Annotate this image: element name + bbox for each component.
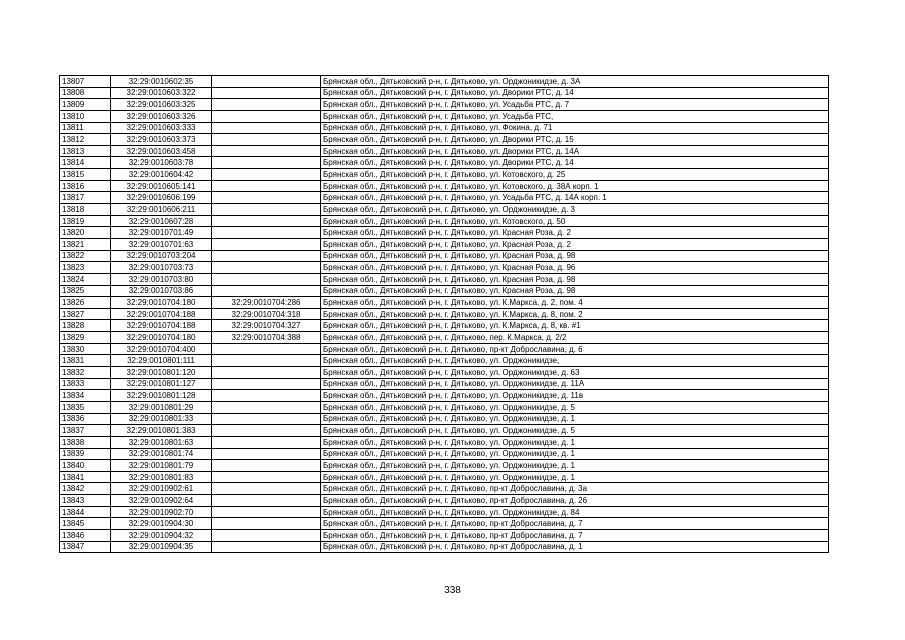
table-row xyxy=(60,285,829,297)
related-cadastral-number-cell xyxy=(212,343,321,355)
cadastral-number-cell: 32:29:0010801:29 xyxy=(111,401,212,413)
address-cell: Брянская обл., Дятьковский р-н, г. Дятьково, ул. Орджоникидзе, д. 63 xyxy=(321,367,829,379)
cadastral-number-cell: 32:29:0010603:458 xyxy=(111,145,212,157)
row-number-cell: 13818 xyxy=(60,204,111,216)
row-number-cell: 13825 xyxy=(60,285,111,297)
address-cell: Брянская обл., Дятьковский р-н, г. Дятьково, ул. Красная Роза, д. 96 xyxy=(321,262,829,274)
row-number-cell: 13846 xyxy=(60,529,111,541)
related-cadastral-number-cell xyxy=(212,506,321,518)
cadastral-number-cell: 32:29:0010704:188 xyxy=(111,308,212,320)
address-cell: Брянская обл., Дятьковский р-н, г. Дятьково, ул. Орджоникидзе, д. 11А xyxy=(321,378,829,390)
row-number-cell: 13832 xyxy=(60,367,111,379)
related-cadastral-number-cell: 32:29:0010704:327 xyxy=(212,320,321,332)
cadastral-number-cell: 32:29:0010701:63 xyxy=(111,238,212,250)
table-row xyxy=(60,413,829,425)
table-row xyxy=(60,204,829,216)
related-cadastral-number-cell xyxy=(212,215,321,227)
address-cell: Брянская обл., Дятьковский р-н, г. Дятьково, пр-кт Доброславина, д. 1 xyxy=(321,541,829,553)
cadastral-number-cell: 32:29:0010605:141 xyxy=(111,180,212,192)
table-row xyxy=(60,495,829,507)
address-cell: Брянская обл., Дятьковский р-н, г. Дятьково, ул. Дворики РТС, д. 14А xyxy=(321,145,829,157)
cadastral-number-cell: 32:29:0010701:49 xyxy=(111,227,212,239)
table-row xyxy=(60,378,829,390)
table-row xyxy=(60,367,829,379)
related-cadastral-number-cell xyxy=(212,192,321,204)
table-row xyxy=(60,215,829,227)
cadastral-number-cell: 32:29:0010801:63 xyxy=(111,436,212,448)
row-number-cell: 13834 xyxy=(60,390,111,402)
address-cell: Брянская обл., Дятьковский р-н, г. Дятьково, ул. Орджоникидзе, д. 84 xyxy=(321,506,829,518)
table-row xyxy=(60,192,829,204)
address-cell: Брянская обл., Дятьковский р-н, г. Дятьково, ул. Орджоникидзе, xyxy=(321,355,829,367)
table-row xyxy=(60,541,829,553)
related-cadastral-number-cell xyxy=(212,518,321,530)
row-number-cell: 13814 xyxy=(60,157,111,169)
row-number-cell: 13833 xyxy=(60,378,111,390)
cadastral-number-cell: 32:29:0010703:204 xyxy=(111,250,212,262)
row-number-cell: 13815 xyxy=(60,169,111,181)
address-cell: Брянская обл., Дятьковский р-н, г. Дятьково, ул. Дворики РТС, д. 14 xyxy=(321,87,829,99)
related-cadastral-number-cell xyxy=(212,367,321,379)
table-row xyxy=(60,297,829,309)
related-cadastral-number-cell xyxy=(212,495,321,507)
table-row xyxy=(60,332,829,344)
table-row xyxy=(60,262,829,274)
related-cadastral-number-cell xyxy=(212,436,321,448)
row-number-cell: 13835 xyxy=(60,401,111,413)
row-number-cell: 13837 xyxy=(60,425,111,437)
address-cell: Брянская обл., Дятьковский р-н, г. Дятьково, пр-кт Доброславина, д. 7 xyxy=(321,529,829,541)
cadastral-number-cell: 32:29:0010703:86 xyxy=(111,285,212,297)
registry-table xyxy=(59,75,829,553)
related-cadastral-number-cell xyxy=(212,99,321,111)
related-cadastral-number-cell xyxy=(212,390,321,402)
address-cell: Брянская обл., Дятьковский р-н, г. Дятьково, ул. Орджоникидзе, д. 3 xyxy=(321,204,829,216)
address-cell: Брянская обл., Дятьковский р-н, г. Дятьково, ул. Котовского, д. 38А корп. 1 xyxy=(321,180,829,192)
cadastral-number-cell: 32:29:0010902:64 xyxy=(111,495,212,507)
table-row xyxy=(60,308,829,320)
table-row xyxy=(60,110,829,122)
row-number-cell: 13839 xyxy=(60,448,111,460)
row-number-cell: 13810 xyxy=(60,110,111,122)
related-cadastral-number-cell xyxy=(212,262,321,274)
related-cadastral-number-cell xyxy=(212,413,321,425)
address-cell: Брянская обл., Дятьковский р-н, г. Дятьково, ул. Котовского, д. 25 xyxy=(321,169,829,181)
related-cadastral-number-cell xyxy=(212,227,321,239)
cadastral-number-cell: 32:29:0010602:35 xyxy=(111,76,212,88)
row-number-cell: 13843 xyxy=(60,495,111,507)
table-row xyxy=(60,180,829,192)
table-row xyxy=(60,145,829,157)
table-row xyxy=(60,227,829,239)
row-number-cell: 13827 xyxy=(60,308,111,320)
cadastral-number-cell: 32:29:0010603:333 xyxy=(111,122,212,134)
table-row xyxy=(60,401,829,413)
address-cell: Брянская обл., Дятьковский р-н, г. Дятьково, ул. Орджоникидзе, д. 5 xyxy=(321,425,829,437)
related-cadastral-number-cell xyxy=(212,471,321,483)
cadastral-number-cell: 32:29:0010704:188 xyxy=(111,320,212,332)
table-row xyxy=(60,448,829,460)
table-row xyxy=(60,134,829,146)
cadastral-number-cell: 32:29:0010801:127 xyxy=(111,378,212,390)
address-cell: Брянская обл., Дятьковский р-н, г. Дятьково, ул. Красная Роза, д. 98 xyxy=(321,250,829,262)
related-cadastral-number-cell xyxy=(212,204,321,216)
table-row xyxy=(60,425,829,437)
address-cell: Брянская обл., Дятьковский р-н, г. Дятьково, ул. Дворики РТС, д. 15 xyxy=(321,134,829,146)
cadastral-number-cell: 32:29:0010604:42 xyxy=(111,169,212,181)
table-row xyxy=(60,87,829,99)
row-number-cell: 13830 xyxy=(60,343,111,355)
row-number-cell: 13807 xyxy=(60,76,111,88)
row-number-cell: 13816 xyxy=(60,180,111,192)
address-cell: Брянская обл., Дятьковский р-н, г. Дятьково, ул. Красная Роза, д. 98 xyxy=(321,285,829,297)
cadastral-number-cell: 32:29:0010801:111 xyxy=(111,355,212,367)
cadastral-number-cell: 32:29:0010801:120 xyxy=(111,367,212,379)
row-number-cell: 13819 xyxy=(60,215,111,227)
cadastral-number-cell: 32:29:0010801:79 xyxy=(111,460,212,472)
cadastral-number-cell: 32:29:0010703:73 xyxy=(111,262,212,274)
related-cadastral-number-cell xyxy=(212,425,321,437)
related-cadastral-number-cell xyxy=(212,483,321,495)
row-number-cell: 13841 xyxy=(60,471,111,483)
cadastral-number-cell: 32:29:0010603:322 xyxy=(111,87,212,99)
address-cell: Брянская обл., Дятьковский р-н, г. Дятьково, ул. Орджоникидзе, д. 5 xyxy=(321,401,829,413)
address-cell: Брянская обл., Дятьковский р-н, г. Дятьково, ул. Красная Роза, д. 98 xyxy=(321,273,829,285)
row-number-cell: 13838 xyxy=(60,436,111,448)
table-row xyxy=(60,238,829,250)
cadastral-number-cell: 32:29:0010603:326 xyxy=(111,110,212,122)
cadastral-number-cell: 32:29:0010606:199 xyxy=(111,192,212,204)
table-row xyxy=(60,320,829,332)
related-cadastral-number-cell xyxy=(212,169,321,181)
table-row xyxy=(60,436,829,448)
address-cell: Брянская обл., Дятьковский р-н, г. Дятьково, ул. Орджоникидзе, д. 1 xyxy=(321,413,829,425)
table-row xyxy=(60,273,829,285)
cadastral-number-cell: 32:29:0010704:180 xyxy=(111,297,212,309)
cadastral-number-cell: 32:29:0010801:128 xyxy=(111,390,212,402)
related-cadastral-number-cell xyxy=(212,401,321,413)
table-row xyxy=(60,157,829,169)
related-cadastral-number-cell xyxy=(212,134,321,146)
address-cell: Брянская обл., Дятьковский р-н, г. Дятьково, пр-кт Доброславина, д. 6 xyxy=(321,343,829,355)
address-cell: Брянская обл., Дятьковский р-н, г. Дятьково, ул. К.Маркса, д. 8, кв. #1 xyxy=(321,320,829,332)
address-cell: Брянская обл., Дятьковский р-н, г. Дятьково, ул. Орджоникидзе, д. 1 xyxy=(321,436,829,448)
row-number-cell: 13809 xyxy=(60,99,111,111)
address-cell: Брянская обл., Дятьковский р-н, г. Дятьково, ул. Орджоникидзе, д. 1 xyxy=(321,471,829,483)
table-row xyxy=(60,250,829,262)
related-cadastral-number-cell xyxy=(212,448,321,460)
table-row xyxy=(60,169,829,181)
address-cell: Брянская обл., Дятьковский р-н, г. Дятьково, ул. Орджоникидзе, д. 1 xyxy=(321,448,829,460)
table-row xyxy=(60,343,829,355)
cadastral-number-cell: 32:29:0010801:74 xyxy=(111,448,212,460)
table-row xyxy=(60,355,829,367)
related-cadastral-number-cell xyxy=(212,460,321,472)
table-row xyxy=(60,483,829,495)
row-number-cell: 13812 xyxy=(60,134,111,146)
address-cell: Брянская обл., Дятьковский р-н, г. Дятьково, ул. Котовского, д. 50 xyxy=(321,215,829,227)
related-cadastral-number-cell xyxy=(212,87,321,99)
related-cadastral-number-cell xyxy=(212,110,321,122)
cadastral-number-cell: 32:29:0010703:80 xyxy=(111,273,212,285)
cadastral-number-cell: 32:29:0010902:61 xyxy=(111,483,212,495)
table-row xyxy=(60,390,829,402)
cadastral-number-cell: 32:29:0010904:32 xyxy=(111,529,212,541)
cadastral-number-cell: 32:29:0010704:400 xyxy=(111,343,212,355)
related-cadastral-number-cell xyxy=(212,378,321,390)
address-cell: Брянская обл., Дятьковский р-н, г. Дятьково, ул. Орджоникидзе, д. 3А xyxy=(321,76,829,88)
address-cell: Брянская обл., Дятьковский р-н, г. Дятьково, ул. К.Маркса, д. 8, пом. 2 xyxy=(321,308,829,320)
row-number-cell: 13811 xyxy=(60,122,111,134)
address-cell: Брянская обл., Дятьковский р-н, г. Дятьково, ул. Орджоникидзе, д. 11в xyxy=(321,390,829,402)
row-number-cell: 13823 xyxy=(60,262,111,274)
table-row xyxy=(60,99,829,111)
address-cell: Брянская обл., Дятьковский р-н, г. Дятьково, пр-кт Доброславина, д. 7 xyxy=(321,518,829,530)
cadastral-number-cell: 32:29:0010603:373 xyxy=(111,134,212,146)
address-cell: Брянская обл., Дятьковский р-н, г. Дятьково, ул. Красная Роза, д. 2 xyxy=(321,227,829,239)
address-cell: Брянская обл., Дятьковский р-н, г. Дятьково, пр-кт Доброславина, д. 3а xyxy=(321,483,829,495)
address-cell: Брянская обл., Дятьковский р-н, г. Дятьково, ул. Орджоникидзе, д. 1 xyxy=(321,460,829,472)
related-cadastral-number-cell xyxy=(212,122,321,134)
table-row xyxy=(60,471,829,483)
related-cadastral-number-cell: 32:29:0010704:388 xyxy=(212,332,321,344)
page-number: 338 xyxy=(444,585,461,596)
row-number-cell: 13821 xyxy=(60,238,111,250)
cadastral-number-cell: 32:29:0010801:383 xyxy=(111,425,212,437)
related-cadastral-number-cell xyxy=(212,285,321,297)
cadastral-number-cell: 32:29:0010801:83 xyxy=(111,471,212,483)
row-number-cell: 13817 xyxy=(60,192,111,204)
cadastral-number-cell: 32:29:0010902:70 xyxy=(111,506,212,518)
cadastral-number-cell: 32:29:0010603:325 xyxy=(111,99,212,111)
row-number-cell: 13813 xyxy=(60,145,111,157)
cadastral-number-cell: 32:29:0010603:78 xyxy=(111,157,212,169)
row-number-cell: 13840 xyxy=(60,460,111,472)
related-cadastral-number-cell: 32:29:0010704:286 xyxy=(212,297,321,309)
related-cadastral-number-cell xyxy=(212,273,321,285)
related-cadastral-number-cell xyxy=(212,76,321,88)
row-number-cell: 13836 xyxy=(60,413,111,425)
related-cadastral-number-cell xyxy=(212,529,321,541)
address-cell: Брянская обл., Дятьковский р-н, г. Дятьково, ул. Дворики РТС, д. 14 xyxy=(321,157,829,169)
address-cell: Брянская обл., Дятьковский р-н, г. Дятьково, ул. Усадьба РТС, д. 14А корп. 1 xyxy=(321,192,829,204)
address-cell: Брянская обл., Дятьковский р-н, г. Дятьково, пер. К.Маркса, д. 2/2 xyxy=(321,332,829,344)
cadastral-number-cell: 32:29:0010801:33 xyxy=(111,413,212,425)
related-cadastral-number-cell xyxy=(212,180,321,192)
related-cadastral-number-cell: 32:29:0010704:318 xyxy=(212,308,321,320)
related-cadastral-number-cell xyxy=(212,250,321,262)
row-number-cell: 13829 xyxy=(60,332,111,344)
table-row xyxy=(60,529,829,541)
related-cadastral-number-cell xyxy=(212,157,321,169)
address-cell: Брянская обл., Дятьковский р-н, г. Дятьково, ул. К.Маркса, д. 2, пом. 4 xyxy=(321,297,829,309)
address-cell: Брянская обл., Дятьковский р-н, г. Дятьково, ул. Усадьба РТС, д. 7 xyxy=(321,99,829,111)
table-row xyxy=(60,460,829,472)
row-number-cell: 13824 xyxy=(60,273,111,285)
row-number-cell: 13842 xyxy=(60,483,111,495)
row-number-cell: 13828 xyxy=(60,320,111,332)
cadastral-number-cell: 32:29:0010606:211 xyxy=(111,204,212,216)
row-number-cell: 13844 xyxy=(60,506,111,518)
address-cell: Брянская обл., Дятьковский р-н, г. Дятьково, пр-кт Доброславина, д. 26 xyxy=(321,495,829,507)
cadastral-number-cell: 32:29:0010704:180 xyxy=(111,332,212,344)
table-row xyxy=(60,518,829,530)
address-cell: Брянская обл., Дятьковский р-н, г. Дятьково, ул. Красная Роза, д. 2 xyxy=(321,238,829,250)
table-row xyxy=(60,122,829,134)
row-number-cell: 13847 xyxy=(60,541,111,553)
table-row xyxy=(60,506,829,518)
cadastral-number-cell: 32:29:0010904:35 xyxy=(111,541,212,553)
row-number-cell: 13820 xyxy=(60,227,111,239)
related-cadastral-number-cell xyxy=(212,541,321,553)
row-number-cell: 13826 xyxy=(60,297,111,309)
table-row xyxy=(60,76,829,88)
registry-table-body xyxy=(60,76,829,553)
address-cell: Брянская обл., Дятьковский р-н, г. Дятьково, ул. Усадьба РТС, xyxy=(321,110,829,122)
cadastral-number-cell: 32:29:0010904:30 xyxy=(111,518,212,530)
related-cadastral-number-cell xyxy=(212,355,321,367)
row-number-cell: 13845 xyxy=(60,518,111,530)
address-cell: Брянская обл., Дятьковский р-н, г. Дятьково, ул. Фокина, д. 71 xyxy=(321,122,829,134)
row-number-cell: 13808 xyxy=(60,87,111,99)
cadastral-number-cell: 32:29:0010607:28 xyxy=(111,215,212,227)
related-cadastral-number-cell xyxy=(212,145,321,157)
related-cadastral-number-cell xyxy=(212,238,321,250)
row-number-cell: 13831 xyxy=(60,355,111,367)
row-number-cell: 13822 xyxy=(60,250,111,262)
